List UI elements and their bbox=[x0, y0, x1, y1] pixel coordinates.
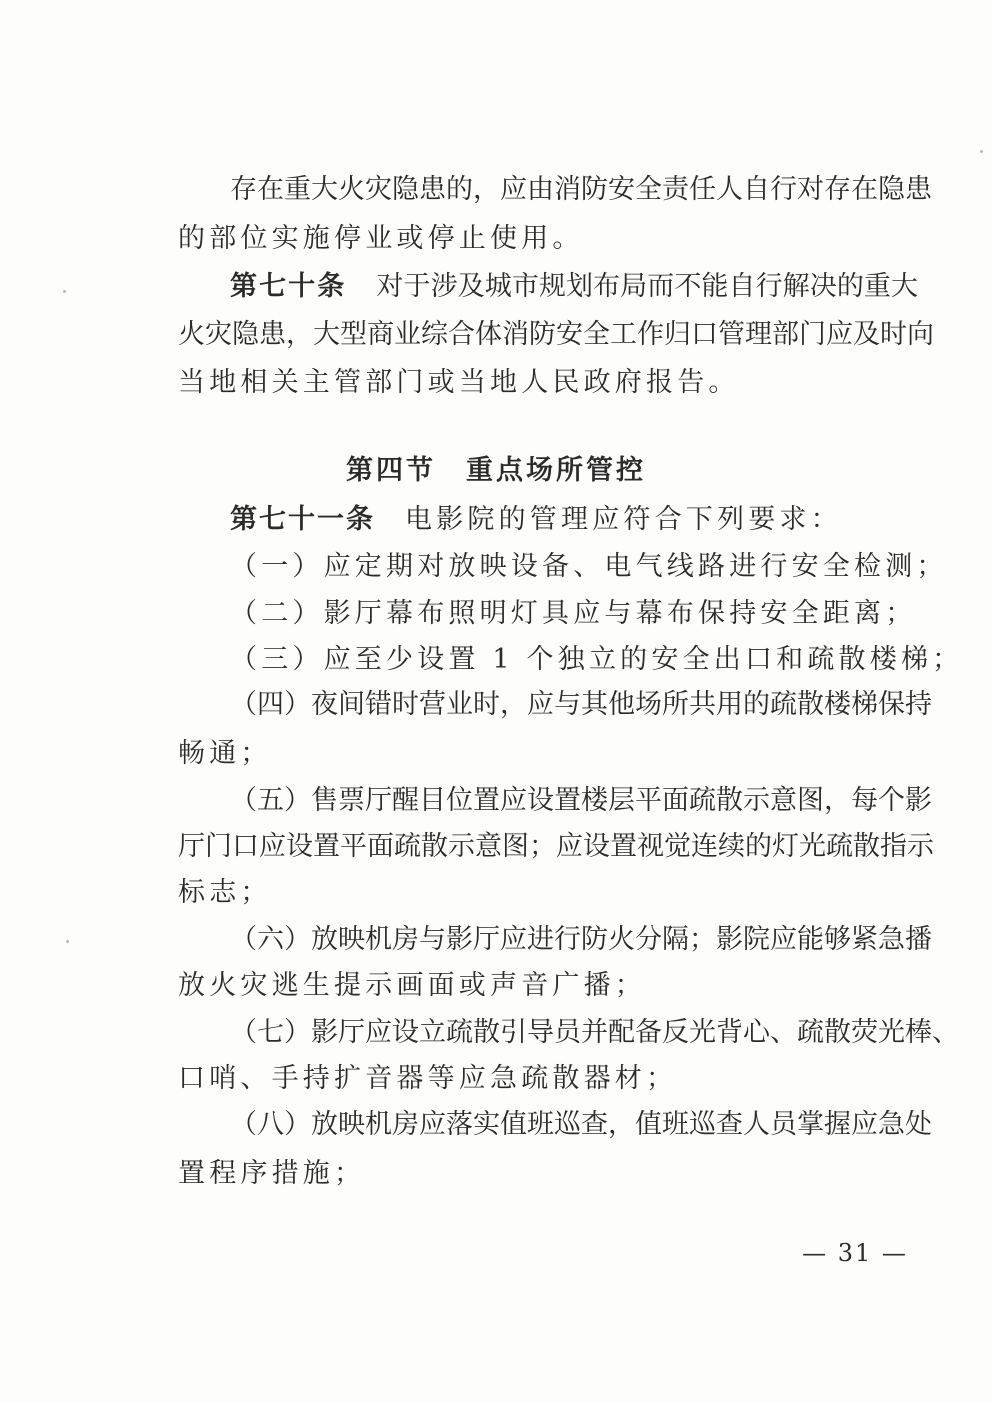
body-line: 存在重大火灾隐患的，应由消防安全责任人自行对存在隐患 bbox=[230, 174, 932, 205]
page-number: — 31 — bbox=[802, 1239, 908, 1267]
list-item-continuation: 厅门口应设置平面疏散示意图；应设置视觉连续的灯光疏散指示 bbox=[178, 831, 934, 862]
article-70-text: 对于涉及城市规划布局而不能自行解决的重大 bbox=[376, 271, 919, 302]
article-71-label: 第七十一条 bbox=[230, 504, 375, 535]
section-number: 第四节 bbox=[346, 455, 436, 486]
body-line: 当地相关主管部门或当地人民政府报告。 bbox=[178, 367, 740, 398]
body-line: 火灾隐患，大型商业综合体消防安全工作归口管理部门应及时向 bbox=[178, 319, 934, 350]
list-item: （七）影厅应设立疏散引导员并配备反光背心、疏散荧光棒、 bbox=[230, 1017, 959, 1048]
scan-speck bbox=[63, 290, 66, 293]
section-title: 重点场所管控 bbox=[466, 455, 646, 486]
article-71-text: 电影院的管理应符合下列要求： bbox=[405, 504, 842, 535]
list-item: （四）夜间错时营业时，应与其他场所共用的疏散楼梯保持 bbox=[230, 689, 932, 720]
article-71-line bbox=[230, 503, 918, 537]
list-item-continuation: 置程序措施； bbox=[178, 1158, 366, 1189]
section-heading bbox=[0, 454, 992, 488]
scan-speck bbox=[980, 150, 983, 153]
list-item: （五）售票厅醒目位置应设置楼层平面疏散示意图，每个影 bbox=[230, 785, 932, 816]
list-item-continuation: 标志； bbox=[178, 877, 272, 908]
list-item: （一）应定期对放映设备、电气线路进行安全检测； bbox=[230, 551, 948, 582]
list-item: （八）放映机房应落实值班巡查，值班巡查人员掌握应急处 bbox=[230, 1109, 932, 1140]
list-item-continuation: 放火灾逃生提示画面或声音广播； bbox=[178, 970, 646, 1001]
article-70-line bbox=[230, 270, 918, 304]
list-item: （六）放映机房与影厅应进行防火分隔；影院应能够紧急播 bbox=[230, 924, 932, 955]
list-item-continuation: 畅通； bbox=[178, 738, 272, 769]
body-line: 的部位实施停业或停止使用。 bbox=[178, 223, 584, 254]
list-item-continuation: 口哨、手持扩音器等应急疏散器材； bbox=[178, 1063, 678, 1094]
list-item: （三）应至少设置 1 个独立的安全出口和疏散楼梯； bbox=[230, 644, 964, 675]
list-item: （二）影厅幕布照明灯具应与幕布保持安全距离； bbox=[230, 598, 917, 629]
scan-speck bbox=[66, 940, 69, 943]
article-70-label: 第七十条 bbox=[230, 271, 347, 302]
